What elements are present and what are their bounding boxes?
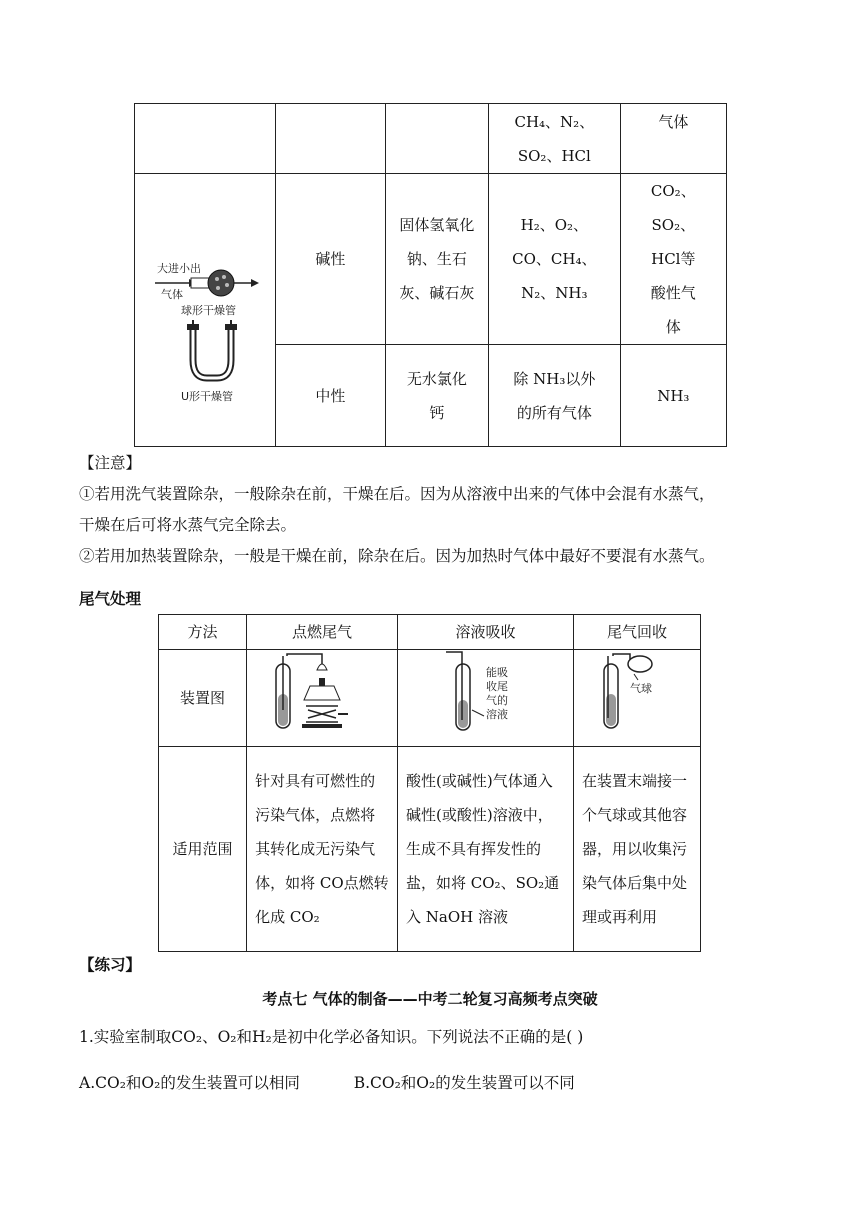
inlet-label: 大进小出	[157, 262, 201, 275]
note-line-1: ①若用洗气装置除杂，一般除杂在前，干燥在后。因为从溶液中出来的气体中会混有水蒸气，	[79, 485, 715, 503]
recover-figure-cell	[573, 650, 700, 747]
note-line-3: ②若用加热装置除杂，一般是干燥在前，除杂在后。因为加热时气体中最好不要混有水蒸气。	[79, 547, 715, 565]
option-a: A.CO₂和O₂的发生装置可以相同	[79, 1074, 300, 1092]
question-1: 1.实验室制取CO₂、O₂和H₂是初中化学必备知识。下列说法不正确的是( )	[79, 1028, 584, 1046]
device-row-label: 装置图	[159, 650, 247, 747]
tail-gas-heading: 尾气处理	[79, 590, 142, 608]
absorb-label: 能吸收尾气的溶液	[485, 666, 508, 721]
note-line-2: 干燥在后可将水蒸气完全除去。	[79, 516, 297, 534]
u-tube-label: U形干燥管	[181, 390, 234, 403]
absorb-figure-cell	[398, 650, 574, 747]
non-dryable-neutral: NH₃	[620, 345, 726, 447]
header-burn: 点燃尾气	[247, 615, 398, 650]
notes-section	[79, 448, 799, 572]
device-row	[159, 650, 701, 747]
header-absorb: 溶液吸收	[398, 615, 574, 650]
scope-burn: 针对具有可燃性的污染气体，点燃将其转化成无污染气体，如将 CO点燃转化成 CO₂	[247, 747, 398, 952]
dryable-gases-cell: CH₄、N₂、SO₂、HCl	[489, 104, 621, 174]
scope-row-label: 适用范围	[159, 747, 247, 952]
absorb-apparatus-figure	[426, 650, 546, 734]
tail-gas-table	[158, 614, 701, 952]
header-recover: 尾气回收	[573, 615, 700, 650]
type-basic: 碱性	[276, 174, 386, 345]
scope-recover: 在装置末端接一个气球或其他容器，用以收集污染气体后集中处理或再利用	[573, 747, 700, 952]
burn-figure-cell	[247, 650, 398, 747]
practice-heading: 【练习】	[79, 956, 142, 974]
non-dryable-basic: CO₂、SO₂、HCl等酸性气体	[620, 174, 726, 345]
balloon-label: 气球	[629, 682, 652, 695]
agent-basic: 固体氢氧化钠、生石灰、碱石灰	[385, 174, 488, 345]
drying-agent-table	[134, 103, 727, 447]
device-cell	[135, 104, 276, 174]
recover-apparatus-figure	[582, 650, 692, 734]
burn-apparatus-figure	[262, 650, 382, 734]
table-row	[135, 174, 727, 345]
gas-label: 气体	[161, 288, 183, 301]
agent-neutral: 无水氯化钙	[385, 345, 488, 447]
type-neutral: 中性	[276, 345, 386, 447]
table-row	[135, 104, 727, 174]
header-method: 方法	[159, 615, 247, 650]
scope-absorb: 酸性(或碱性)气体通入碱性(或酸性)溶液中，生成不具有挥发性的盐，如将 CO₂、SO₂通入 NaOH 溶液	[398, 747, 574, 952]
device-figure-cell	[135, 174, 276, 447]
ball-tube-label: 球形干燥管	[181, 304, 236, 317]
gases-basic: H₂、O₂、CO、CH₄、N₂、NH₃	[489, 174, 621, 345]
scope-row	[159, 747, 701, 952]
practice-title: 考点七 气体的制备——中考二轮复习高频考点突破	[262, 990, 598, 1008]
notes-heading: 【注意】	[79, 454, 142, 472]
options-row	[79, 1068, 799, 1099]
gases-neutral: 除 NH₃以外的所有气体	[489, 345, 621, 447]
agent-cell	[385, 104, 488, 174]
table-header-row	[159, 615, 701, 650]
non-dryable-cell: 气体	[620, 104, 726, 174]
drying-tube-figure	[141, 210, 269, 410]
drying-tube-diagram	[141, 210, 269, 410]
type-cell	[276, 104, 386, 174]
option-b: B.CO₂和O₂的发生装置可以不同	[353, 1074, 575, 1092]
